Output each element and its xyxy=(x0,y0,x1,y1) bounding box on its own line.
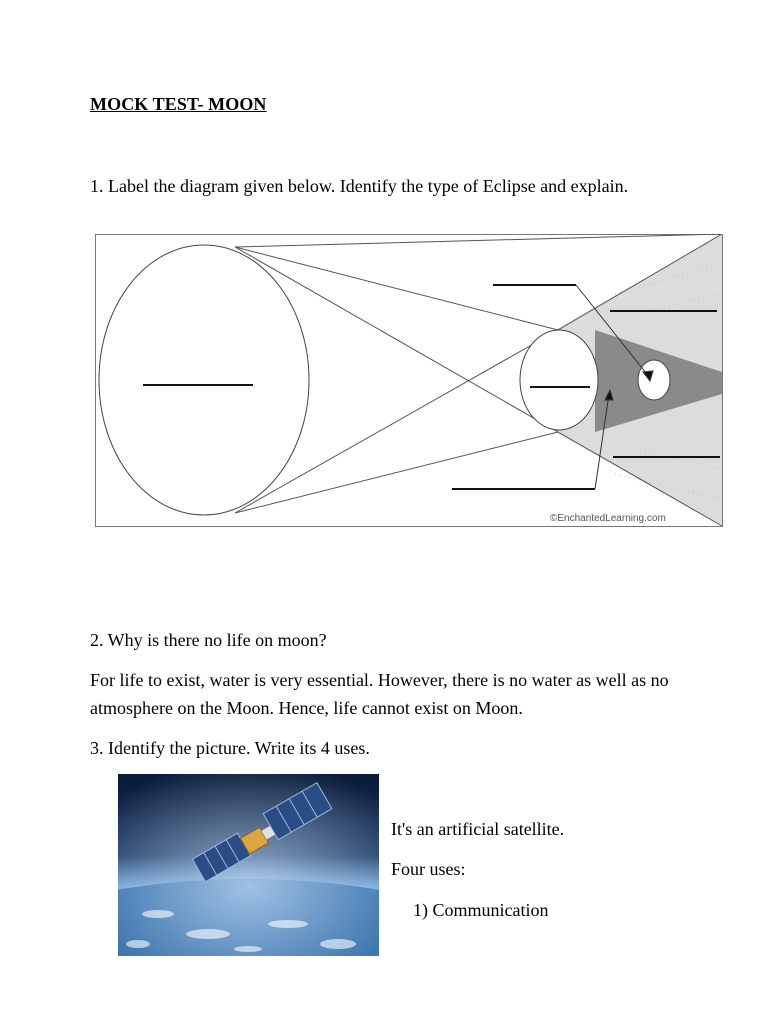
earth-circle xyxy=(520,330,598,430)
question-3-answer-item1: 1) Communication xyxy=(413,900,549,920)
question-3-answer-line1: It's an artificial satellite. xyxy=(391,819,565,839)
question-1-prompt: 1. Label the diagram given below. Identify the type of Eclipse and explain. xyxy=(90,176,629,196)
question-3-prompt: 3. Identify the picture. Write its 4 uses. xyxy=(90,738,370,758)
satellite-photo xyxy=(118,774,379,956)
question-3-answer-line2: Four uses: xyxy=(391,859,466,879)
worksheet-title: MOCK TEST- MOON xyxy=(90,94,267,114)
question-2-answer: For life to exist, water is very essential. However, there is no water as well as no atmosphere on the Moon. Hence, life cannot exist on Moon. xyxy=(90,670,669,718)
moon-circle xyxy=(638,360,670,400)
eclipse-diagram xyxy=(95,234,723,527)
sun-circle xyxy=(99,245,309,515)
diagram-watermark: ©EnchantedLearning.com xyxy=(550,513,666,524)
question-2-prompt: 2. Why is there no life on moon? xyxy=(90,630,327,650)
